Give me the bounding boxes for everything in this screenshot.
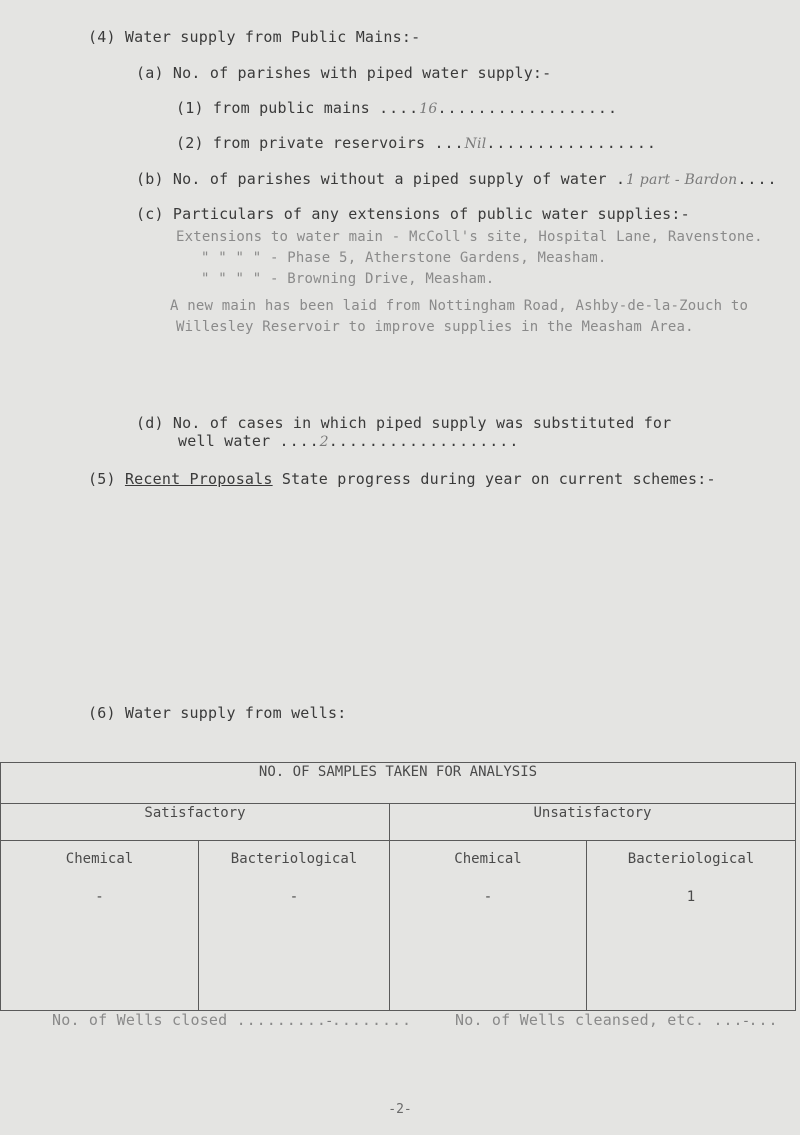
section-5-text: State progress during year on current schemes:- (281, 470, 716, 488)
item-a-label: (a) No. of parishes with piped water supply:- (136, 64, 552, 82)
cell-value: - (289, 889, 299, 905)
column-header: Chemical (65, 851, 134, 867)
wells-cleansed-label: No. of Wells cleansed, etc. (455, 1011, 705, 1029)
item-a1-label: (1) from public mains (176, 99, 370, 117)
note-line-1: A new main has been laid from Nottingham Road, Ashby-de-la-Zouch to (170, 298, 749, 314)
wells-closed-label: No. of Wells closed (52, 1011, 228, 1029)
wells-closed-row: No. of Wells closed .........-........ (52, 1011, 413, 1029)
table-cell (390, 841, 587, 1011)
item-a2-row: (2) from private reservoirs ...Nil................. (176, 134, 657, 152)
wells-cleansed-value: - (743, 1013, 749, 1029)
unsatisfactory-header: Unsatisfactory (390, 804, 796, 841)
wells-sample-table (0, 762, 796, 1011)
column-header: Bacteriological (230, 851, 358, 867)
item-a1-value: 16 (419, 101, 438, 117)
item-a2-value: Nil (464, 136, 487, 152)
column-header: Bacteriological (627, 851, 755, 867)
table-cell (199, 841, 390, 1011)
item-a2-label: (2) from private reservoirs (176, 134, 426, 152)
column-header: Chemical (454, 851, 522, 867)
note-line-2: Willesley Reservoir to improve supplies in the Measham Area. (176, 319, 694, 335)
wells-closed-value: - (326, 1013, 332, 1029)
section-5-number: (5) (88, 470, 116, 488)
cell-value: 1 (686, 889, 696, 905)
item-d-row: well water ....2................... (178, 432, 520, 450)
cell-value: - (483, 889, 493, 905)
table-cell (1, 841, 199, 1011)
item-d-value: 2 (319, 434, 329, 450)
extension-line-3: " " " " - Browning Drive, Measham. (201, 271, 495, 287)
item-a1-row: (1) from public mains ....16.................. (176, 99, 618, 117)
extension-line-1: Extensions to water main - McColl's site, Hospital Lane, Ravenstone. (176, 229, 763, 245)
section-5-title: Recent Proposals (124, 470, 273, 488)
item-d-label-2: well water (178, 432, 271, 450)
section-5-row (88, 470, 716, 488)
item-d-label-1: (d) No. of cases in which piped supply was substituted for (136, 414, 672, 432)
section-6-heading: (6) Water supply from wells: (88, 704, 347, 722)
extension-line-2: " " " " - Phase 5, Atherstone Gardens, Measham. (201, 250, 607, 266)
page-number: -2- (388, 1102, 412, 1117)
item-c-label: (c) Particulars of any extensions of public water supplies:- (136, 205, 690, 223)
table-cell (587, 841, 796, 1011)
item-b-label: (b) No. of parishes without a piped supply of water (136, 170, 607, 188)
item-b-value: 1 part - Bardon (626, 172, 738, 188)
wells-cleansed-row: No. of Wells cleansed, etc. ...-... (455, 1011, 779, 1029)
section-4-heading: (4) Water supply from Public Mains:- (88, 28, 421, 46)
satisfactory-header: Satisfactory (1, 804, 390, 841)
cell-value: - (95, 889, 104, 905)
item-b-row: (b) No. of parishes without a piped supply of water .1 part - Bardon.... (136, 170, 778, 188)
table-title: NO. OF SAMPLES TAKEN FOR ANALYSIS (1, 763, 796, 804)
